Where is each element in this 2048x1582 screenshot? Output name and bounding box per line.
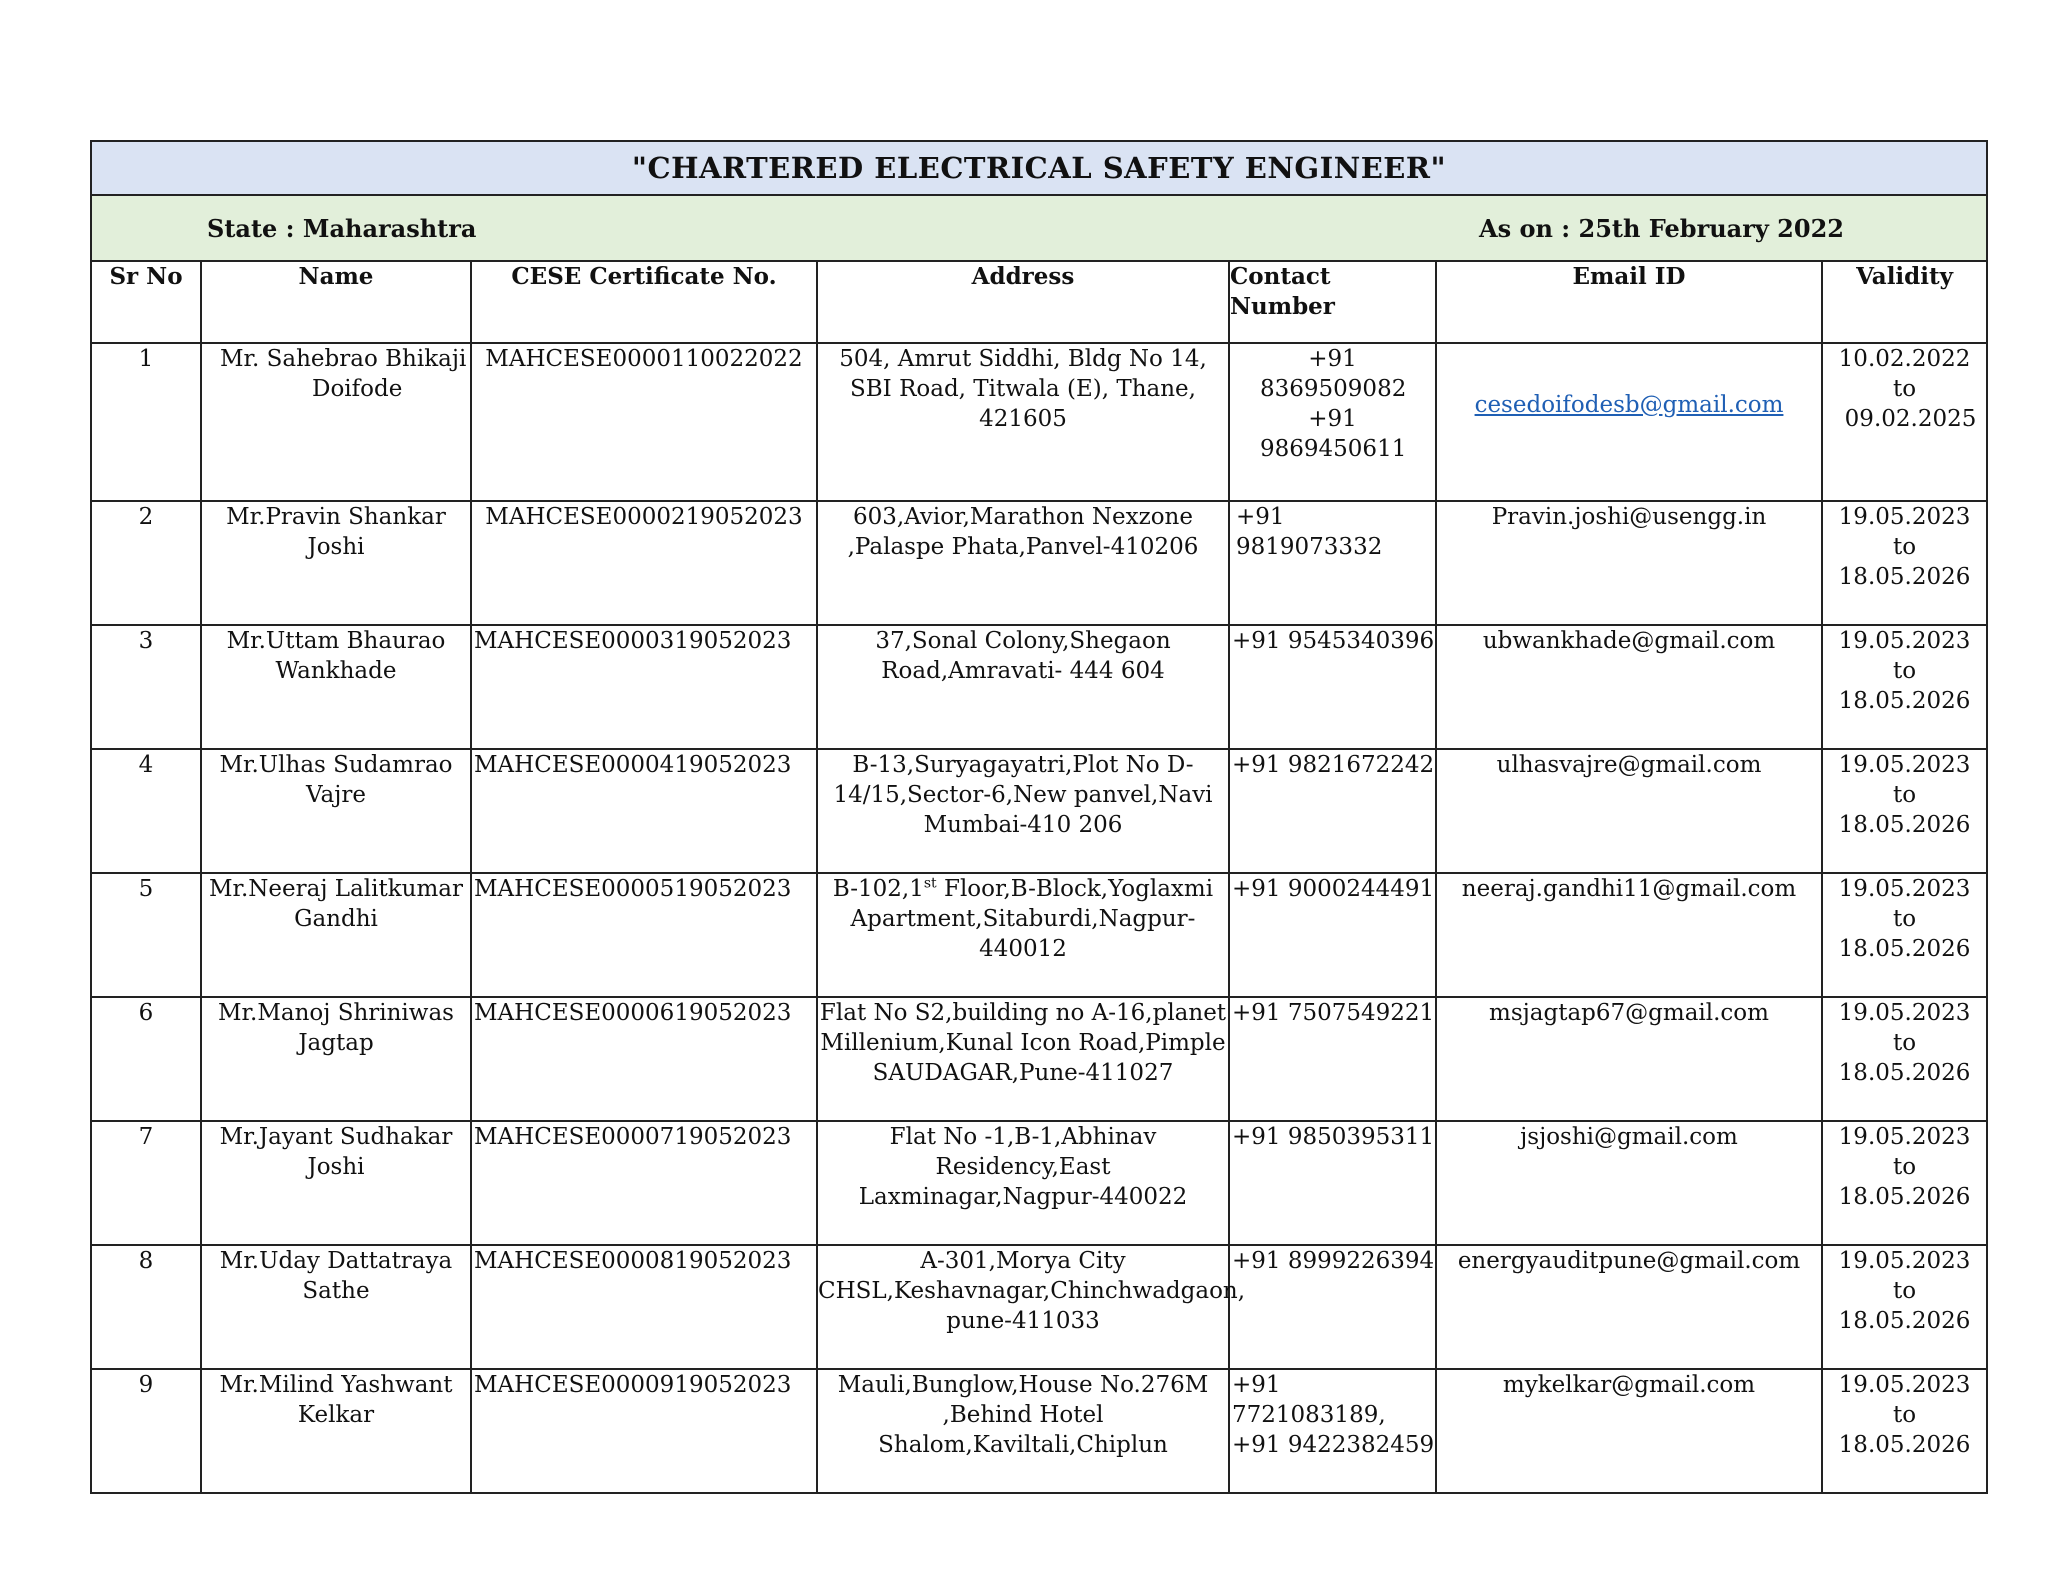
column-header-name: Name <box>201 261 471 343</box>
validity-cell <box>1822 1121 1987 1245</box>
certificate-cell: MAHCESE0000819052023 <box>471 1245 817 1369</box>
address-cell <box>817 873 1229 997</box>
email-cell: msjagtap67@gmail.com <box>1436 997 1822 1121</box>
name-cell: Mr.Uday Dattatraya Sathe <box>201 1245 471 1369</box>
name-line: Mr. Sahebrao Bhikaji <box>220 346 467 372</box>
certificate-cell: MAHCESE0000919052023 <box>471 1369 817 1493</box>
contact-cell: +91 7507549221 <box>1229 997 1436 1121</box>
address-text: B-102,1 <box>832 876 924 902</box>
address-cell: Flat No S2,building no A-16,planet Millenium,Kunal Icon Road,Pimple SAUDAGAR,Pune-411027 <box>817 997 1229 1121</box>
name-cell: Mr.Neeraj Lalitkumar Gandhi <box>201 873 471 997</box>
table-row <box>91 749 1987 873</box>
validity-cell <box>1822 997 1987 1121</box>
validity-cell <box>1822 873 1987 997</box>
table-row <box>91 1369 1987 1493</box>
validity-to-word: to <box>1892 782 1917 808</box>
validity-cell <box>1822 625 1987 749</box>
email-link[interactable]: cesedoifodesb@gmail.com <box>1474 392 1784 418</box>
as-on-date: As on : 25th February 2022 <box>1479 214 1844 243</box>
column-header-validity: Validity <box>1822 261 1987 343</box>
column-header-row <box>91 261 1987 343</box>
validity-to: 18.05.2026 <box>1838 1308 1971 1334</box>
validity-from: 10.02.2022 <box>1838 346 1971 372</box>
validity-from: 19.05.2023 <box>1838 1372 1971 1398</box>
sr-no-cell: 7 <box>91 1121 201 1245</box>
table-row <box>91 501 1987 625</box>
validity-to-word: to <box>1892 658 1917 684</box>
validity-to: 18.05.2026 <box>1838 1184 1971 1210</box>
sr-no-cell: 1 <box>91 343 201 501</box>
validity-from: 19.05.2023 <box>1838 628 1971 654</box>
validity-to-word: to <box>1892 376 1917 402</box>
validity-cell <box>1822 501 1987 625</box>
name-cell <box>201 343 471 501</box>
column-header-sr-no: Sr No <box>91 261 201 343</box>
contact-cell: +91 9821672242 <box>1229 749 1436 873</box>
validity-cell <box>1822 1245 1987 1369</box>
address-cell: B-13,Suryagayatri,Plot No D-14/15,Sector-6,New panvel,Navi Mumbai-410 206 <box>817 749 1229 873</box>
meta-row <box>91 195 1987 261</box>
table-row <box>91 873 1987 997</box>
sr-no-cell: 8 <box>91 1245 201 1369</box>
email-cell: mykelkar@gmail.com <box>1436 1369 1822 1493</box>
validity-from: 19.05.2023 <box>1838 1248 1971 1274</box>
column-header-contact: Contact Number <box>1229 261 1436 343</box>
email-cell: Pravin.joshi@usengg.in <box>1436 501 1822 625</box>
contact-cell: +91 9000244491 <box>1229 873 1436 997</box>
ordinal-suffix: st <box>923 875 937 892</box>
certificate-cell: MAHCESE0000419052023 <box>471 749 817 873</box>
validity-to: 18.05.2026 <box>1838 936 1971 962</box>
document-title: "CHARTERED ELECTRICAL SAFETY ENGINEER" <box>91 141 1987 195</box>
email-cell: ubwankhade@gmail.com <box>1436 625 1822 749</box>
certificate-cell: MAHCESE0000619052023 <box>471 997 817 1121</box>
validity-from: 19.05.2023 <box>1838 1000 1971 1026</box>
column-header-email: Email ID <box>1436 261 1822 343</box>
name-cell: Mr.Manoj Shriniwas Jagtap <box>201 997 471 1121</box>
email-cell <box>1436 343 1822 501</box>
name-cell: Mr.Jayant Sudhakar Joshi <box>201 1121 471 1245</box>
contact-cell: +91 9545340396 <box>1229 625 1436 749</box>
column-header-address: Address <box>817 261 1229 343</box>
validity-to-word: to <box>1892 906 1917 932</box>
certificate-cell: MAHCESE0000519052023 <box>471 873 817 997</box>
email-cell: jsjoshi@gmail.com <box>1436 1121 1822 1245</box>
validity-to: 18.05.2026 <box>1838 1432 1971 1458</box>
name-cell: Mr.Milind Yashwant Kelkar <box>201 1369 471 1493</box>
address-cell: 504, Amrut Siddhi, Bldg No 14, SBI Road, Titwala (E), Thane, 421605 <box>817 343 1229 501</box>
cese-table <box>90 140 1988 1494</box>
email-cell: neeraj.gandhi11@gmail.com <box>1436 873 1822 997</box>
contact-cell: +91 9819073332 <box>1229 501 1436 625</box>
validity-to-word: to <box>1892 1278 1917 1304</box>
sr-no-cell: 5 <box>91 873 201 997</box>
validity-to: 18.05.2026 <box>1838 564 1971 590</box>
validity-to-word: to <box>1892 1154 1917 1180</box>
validity-to: 18.05.2026 <box>1838 1060 1971 1086</box>
validity-to-word: to <box>1892 1402 1917 1428</box>
email-cell: energyauditpune@gmail.com <box>1436 1245 1822 1369</box>
certificate-cell: MAHCESE0000319052023 <box>471 625 817 749</box>
validity-to: 09.02.2025 <box>1844 406 1977 432</box>
address-cell: Flat No -1,B-1,Abhinav Residency,East Laxminagar,Nagpur-440022 <box>817 1121 1229 1245</box>
contact-cell: +91 8369509082 +91 9869450611 <box>1229 343 1436 501</box>
state-label: State : Maharashtra <box>207 214 477 243</box>
certificate-cell: MAHCESE0000219052023 <box>471 501 817 625</box>
address-cell: Mauli,Bunglow,House No.276M ,Behind Hotel Shalom,Kaviltali,Chiplun <box>817 1369 1229 1493</box>
certificate-cell: MAHCESE0000719052023 <box>471 1121 817 1245</box>
table-row <box>91 1245 1987 1369</box>
sr-no-cell: 6 <box>91 997 201 1121</box>
sr-no-cell: 4 <box>91 749 201 873</box>
validity-to: 18.05.2026 <box>1838 812 1971 838</box>
validity-from: 19.05.2023 <box>1838 504 1971 530</box>
email-cell: ulhasvajre@gmail.com <box>1436 749 1822 873</box>
validity-cell <box>1822 749 1987 873</box>
name-cell: Mr.Ulhas Sudamrao Vajre <box>201 749 471 873</box>
address-cell: 603,Avior,Marathon Nexzone ,Palaspe Phata,Panvel-410206 <box>817 501 1229 625</box>
contact-cell: +91 8999226394 <box>1229 1245 1436 1369</box>
sr-no-cell: 3 <box>91 625 201 749</box>
table-row <box>91 997 1987 1121</box>
sr-no-cell: 2 <box>91 501 201 625</box>
certificate-cell: MAHCESE0000110022022 <box>471 343 817 501</box>
validity-to: 18.05.2026 <box>1838 688 1971 714</box>
table-row <box>91 343 1987 501</box>
address-text: Floor,B-Block,Yoglaxmi Apartment,Sitaburdi,Nagpur-440012 <box>850 876 1214 962</box>
column-header-certificate: CESE Certificate No. <box>471 261 817 343</box>
table-row <box>91 1121 1987 1245</box>
validity-to-word: to <box>1892 1030 1917 1056</box>
contact-cell: +91 7721083189, +91 9422382459 <box>1229 1369 1436 1493</box>
validity-cell <box>1822 1369 1987 1493</box>
address-cell: A-301,Morya City CHSL,Keshavnagar,Chinchwadgaon, pune-411033 <box>817 1245 1229 1369</box>
validity-to-word: to <box>1892 534 1917 560</box>
name-cell: Mr.Pravin Shankar Joshi <box>201 501 471 625</box>
validity-from: 19.05.2023 <box>1838 876 1971 902</box>
contact-cell: +91 9850395311 <box>1229 1121 1436 1245</box>
validity-cell <box>1822 343 1987 501</box>
name-cell: Mr.Uttam Bhaurao Wankhade <box>201 625 471 749</box>
sr-no-cell: 9 <box>91 1369 201 1493</box>
table-row <box>91 625 1987 749</box>
validity-from: 19.05.2023 <box>1838 752 1971 778</box>
name-line: Doifode <box>312 376 403 402</box>
address-cell: 37,Sonal Colony,Shegaon Road,Amravati- 444 604 <box>817 625 1229 749</box>
validity-from: 19.05.2023 <box>1838 1124 1971 1150</box>
